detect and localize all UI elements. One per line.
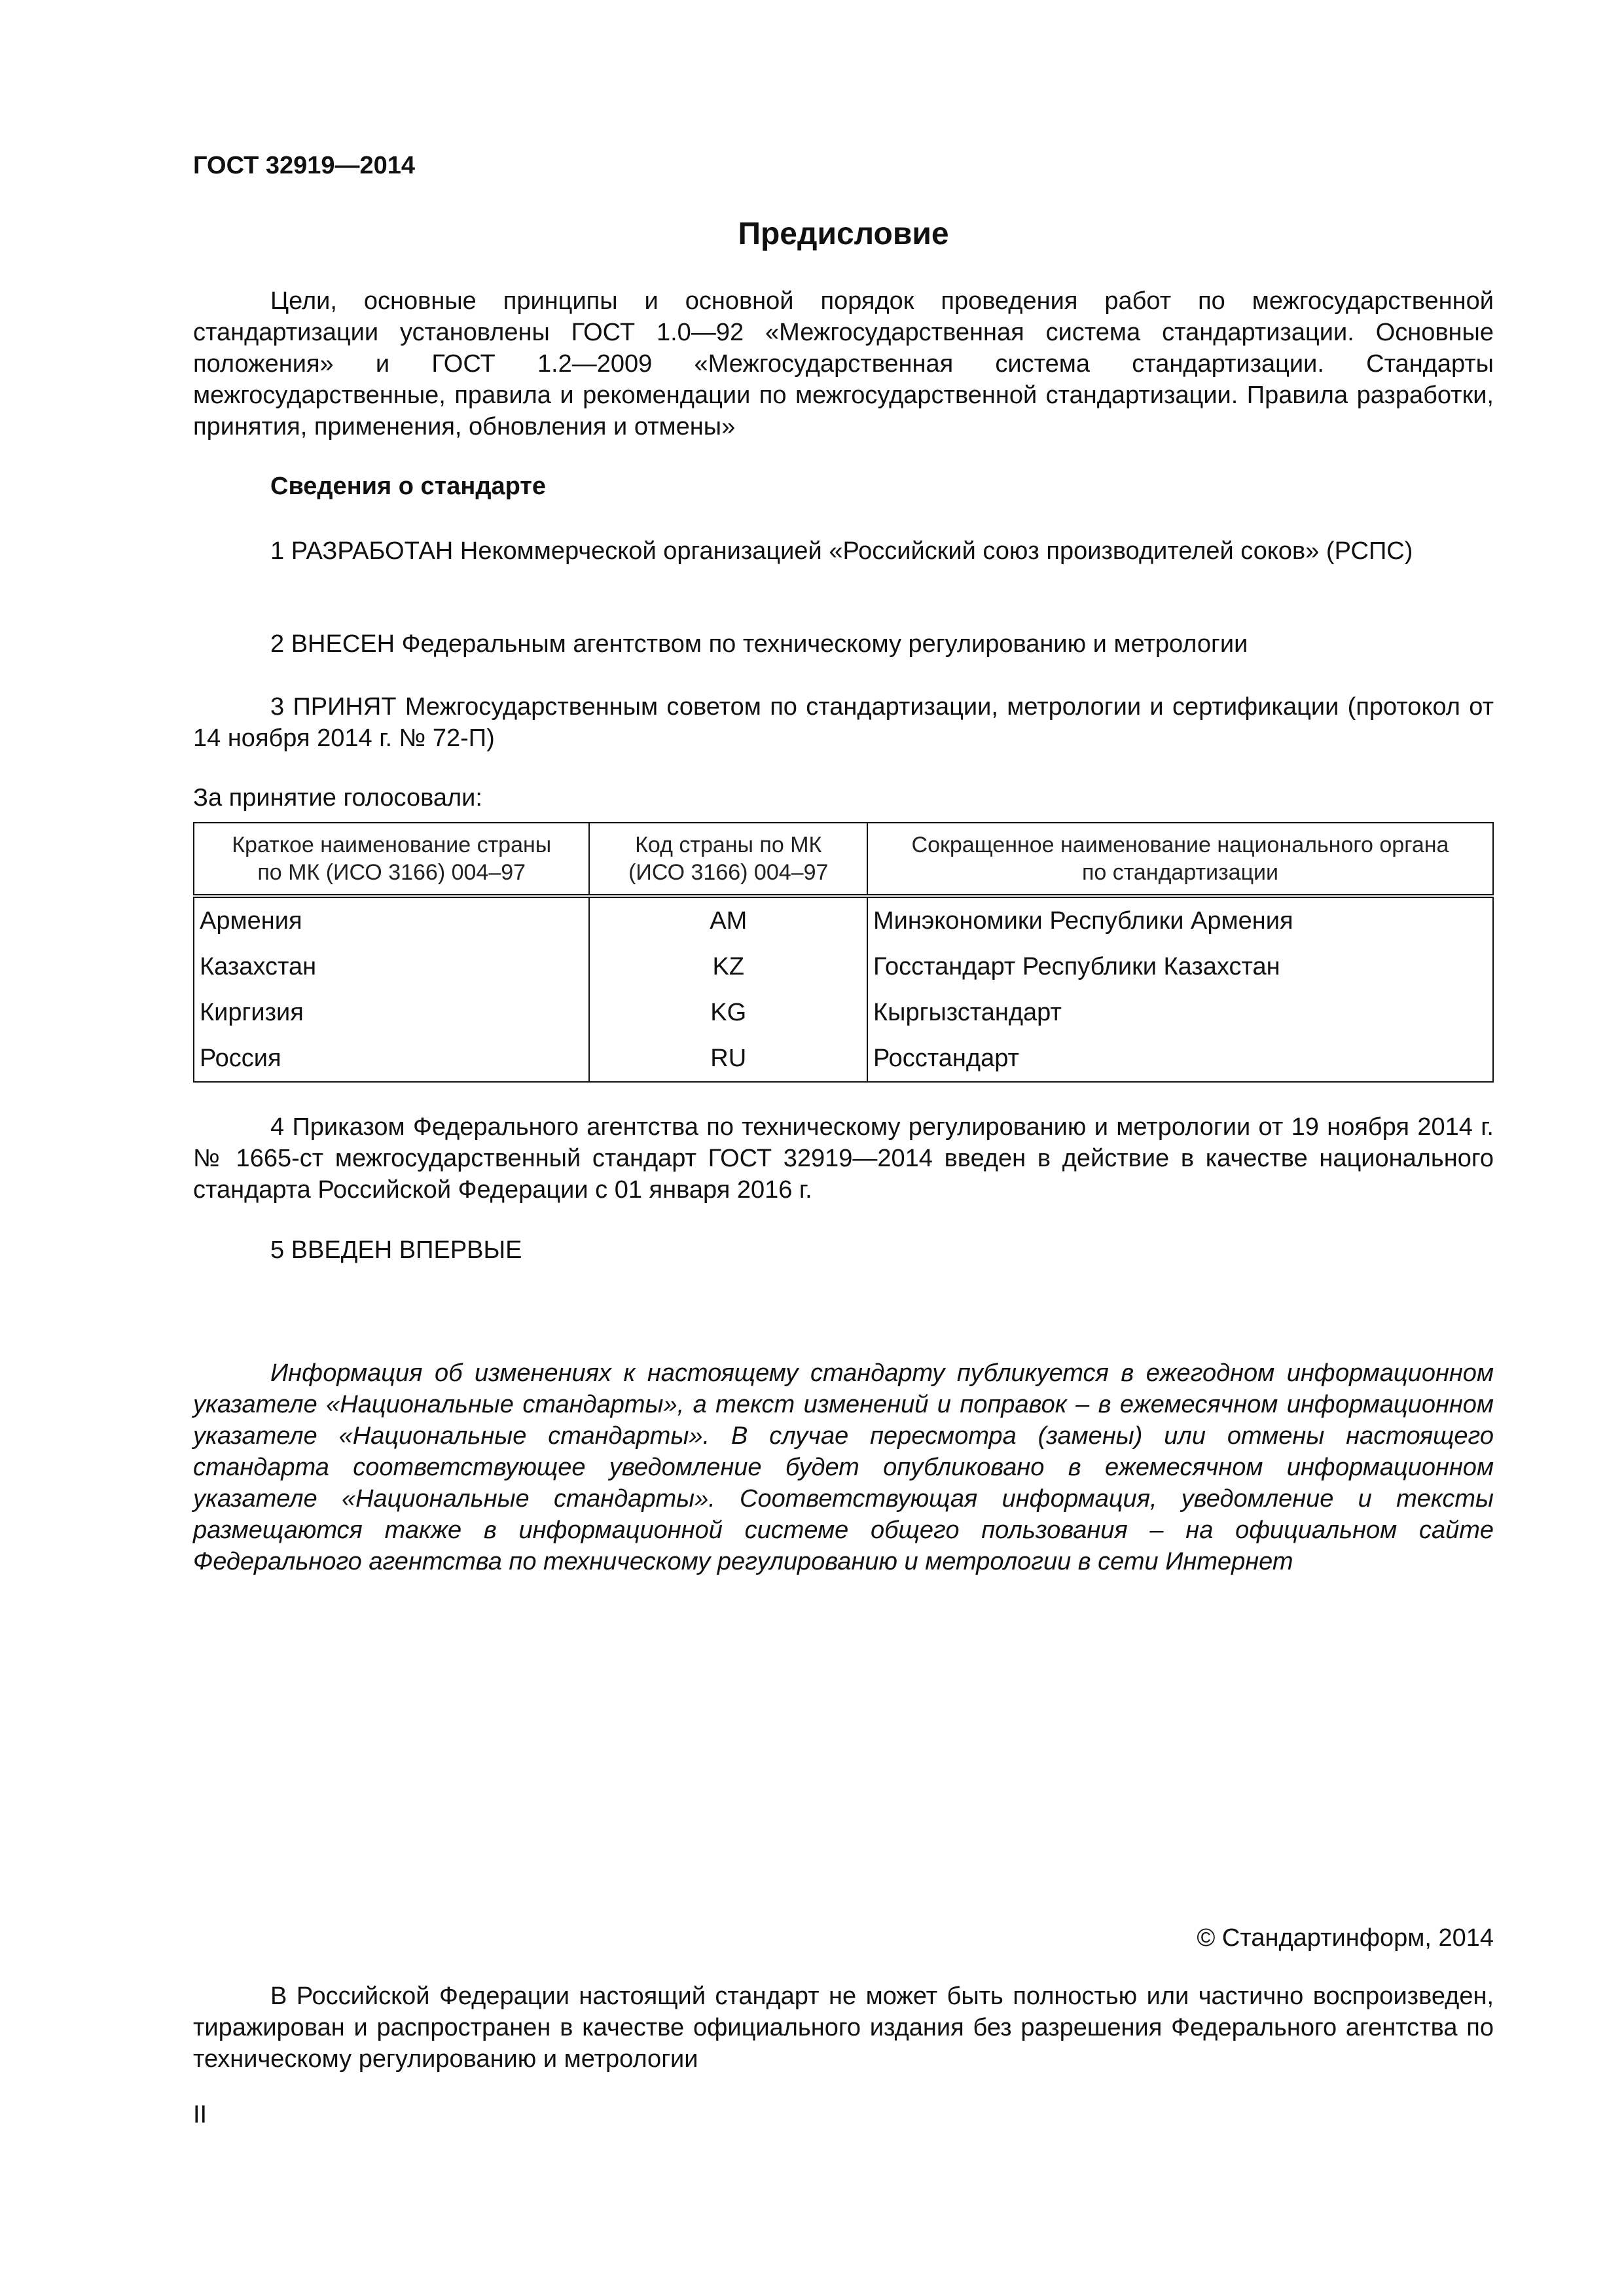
table-row (194, 944, 1493, 990)
column-header-body: Сокращенное наименование национального органа по стандартизации (867, 823, 1493, 896)
votes-table (193, 822, 1494, 1083)
intro-paragraph: Цели, основные принципы и основной порядок проведения работ по межгосударственной стандартизации установлены ГОСТ 1.0—92 «Межгосударственная система стандартизации. Основные положения» и ГОСТ 1.2—2009 «Межгосударственная система стандартизации. Стандарты межгосударственные, правила и рекомендации по межгосударственной стандартизации. Правила разработки, принятия, применения, обновления и отмены» (193, 287, 1494, 440)
copyright-line: © Стандартинформ, 2014 (1197, 1924, 1494, 1952)
body-cell: Минэкономики Республики Армения (867, 896, 1493, 944)
country-cell: Армения (194, 896, 589, 944)
country-cell: Казахстан (194, 944, 589, 990)
table-header-row (194, 823, 1493, 896)
item-5-paragraph: 5 ВВЕДЕН ВПЕРВЫЕ (270, 1236, 522, 1264)
country-cell: Россия (194, 1035, 589, 1082)
item-2-paragraph: 2 ВНЕСЕН Федеральным агентством по техническому регулированию и метрологии (270, 630, 1248, 658)
table-row (194, 1035, 1493, 1082)
table-row (194, 896, 1493, 944)
page-number: II (193, 2101, 208, 2128)
column-header-country: Краткое наименование страны по МК (ИСО 3166) 004–97 (194, 823, 589, 896)
notice-paragraph: Информация об изменениях к настоящему стандарту публикуется в ежегодном информационном указателе «Национальные стандарты», а текст изменений и поправок – в ежемесячном информационном указателе «Национальные стандарты». В случае пересмотра (замены) или отмены настоящего стандарта соответствующее уведомление будет опубликовано в ежемесячном информационном указателе «Национальные стандарты». Соответствующая информация, уведомление и тексты размещаются также в информационной системе общего пользования – на официальном сайте Федерального агентства по техническому регулированию и метрологии в сети Интернет (193, 1359, 1494, 1575)
body-cell: Кыргызстандарт (867, 990, 1493, 1035)
body-cell: Росстандарт (867, 1035, 1493, 1082)
item-4-paragraph: 4 Приказом Федерального агентства по техническому регулированию и метрологии от 19 ноября 2014 г. № 1665-ст межгосударственный стандарт ГОСТ 32919—2014 введен в действие в качестве национального стандарта Российской Федерации с 01 января 2016 г. (193, 1113, 1494, 1204)
info-heading: Сведения о стандарте (270, 473, 547, 500)
item-1-paragraph: 1 РАЗРАБОТАН Некоммерческой организацией «Российский союз производителей соков» (РСПС) (270, 537, 1413, 565)
code-cell: AM (589, 896, 867, 944)
column-header-code: Код страны по МК (ИСО 3166) 004–97 (589, 823, 867, 896)
table-row (194, 990, 1493, 1035)
item-3-paragraph: 3 ПРИНЯТ Межгосударственным советом по стандартизации, метрологии и сертификации (протокол от 14 ноября 2014 г. № 72-П) (193, 693, 1494, 752)
body-cell: Госстандарт Республики Казахстан (867, 944, 1493, 990)
document-code: ГОСТ 32919—2014 (193, 152, 416, 179)
code-cell: KG (589, 990, 867, 1035)
votes-caption: За принятие голосовали: (193, 784, 482, 812)
code-cell: RU (589, 1035, 867, 1082)
code-cell: KZ (589, 944, 867, 990)
page-title: Предисловие (738, 217, 949, 251)
country-cell: Киргизия (194, 990, 589, 1035)
rights-paragraph: В Российской Федерации настоящий стандарт не может быть полностью или частично воспроизведен, тиражирован и распространен в качестве официального издания без разрешения Федерального агентства по техническому регулированию и метрологии (193, 1982, 1494, 2073)
